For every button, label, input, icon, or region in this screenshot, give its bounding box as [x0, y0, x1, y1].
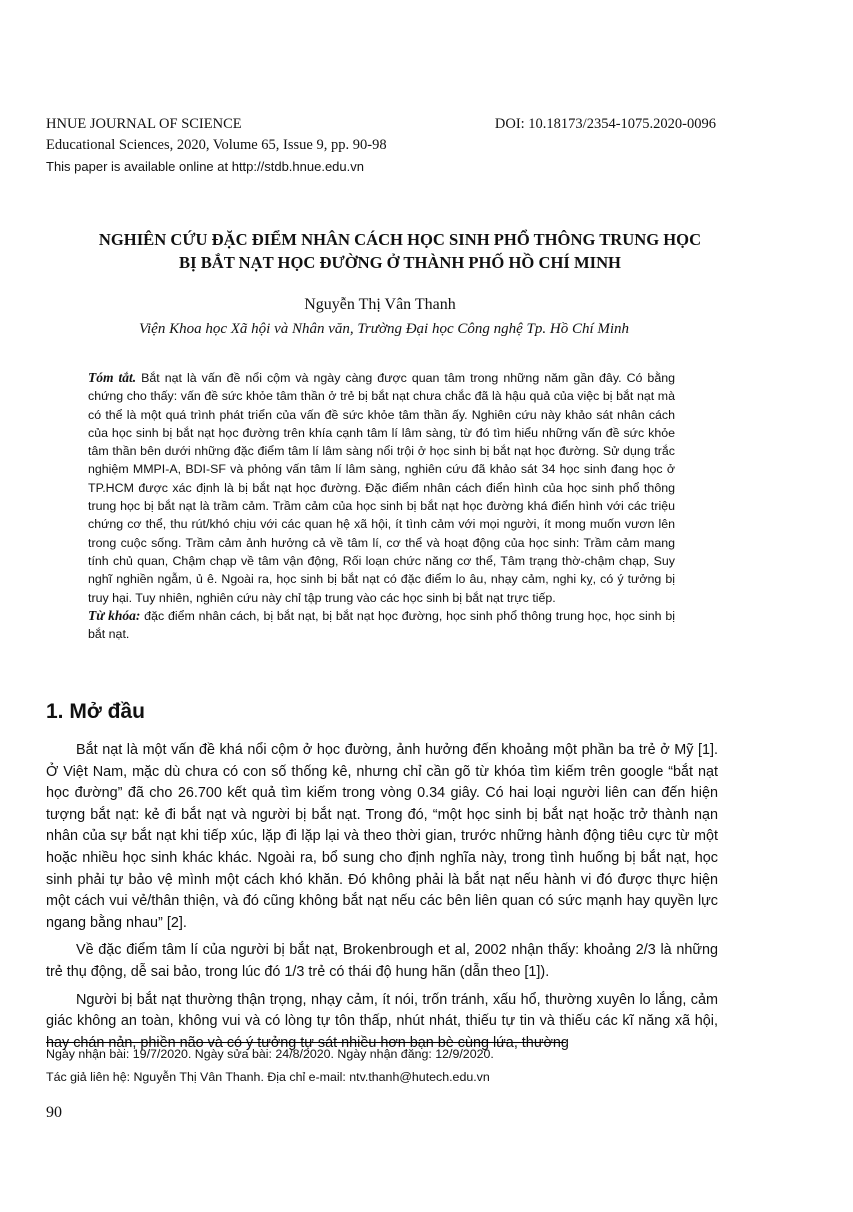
keywords-text: đặc điểm nhân cách, bị bắt nạt, bị bắt nạt học đường, học sinh phổ thông trung học, học sinh bị bắt nạt. — [88, 608, 675, 642]
abstract-paragraph — [88, 369, 675, 607]
doi: DOI: 10.18173/2354-1075.2020-0096 — [494, 116, 716, 132]
footnote-contact: Tác giả liên hệ: Nguyễn Thị Vân Thanh. Địa chỉ e-mail: ntv.thanh@hutech.edu.vn — [46, 1070, 490, 1084]
footnote-dates: Ngày nhận bài: 19/7/2020. Ngày sửa bài: 24/8/2020. Ngày nhận đăng: 12/9/2020. — [46, 1047, 494, 1061]
footnote-divider — [46, 1042, 566, 1043]
body-paragraph: Bắt nạt là một vấn đề khá nổi cộm ở học đường, ảnh hưởng đến khoảng một phần ba trẻ ở Mỹ [1]. Ở Việt Nam, mặc dù chưa có con số thống kê, nhưng chỉ cần gõ từ khóa tìm kiếm trên google “bắt nạt học đường” đã cho 26.700 kết quả tìm kiếm trong vòng 0.34 giây. Có hai loại người liên can đến hiện tượng bắt nạt: kẻ đi bắt nạt và người bị bắt nạt. Trong đó, “một học sinh bị bắt nạt hoặc trở thành nạn nhân của sự bắt nạt khi tiếp xúc, lặp đi lặp lại và theo thời gian, trước những hành động tiêu cực từ một hoặc nhiều học sinh khác khác. Ngoài ra, bổ sung cho định nghĩa này, trong tình huống bị bắt nạt, học sinh phải tự bảo vệ mình một cách khó khăn. Đó không phải là bắt nạt nếu hành vi đó được thực hiện một cách vui vẻ/thân thiện, và đó cũng không bắt nạt nếu các bên liên quan có sức mạnh hay quyền lực ngang bằng nhau” [2]. — [46, 742, 718, 931]
page-number: 90 — [46, 1104, 62, 1121]
abstract-text: Bắt nạt là vấn đề nổi cộm và ngày càng được quan tâm trong những năm gần đây. Có bằng chứng cho thấy: vấn đề sức khỏe tâm thần ở trẻ bị bắt nạt chưa chắc đã là hậu quả của việc bị bắt nạt mà có thể là một quá trình phát triển của vấn đề sức khỏe tâm thần ấy. Nghiên cứu này khảo sát nhân cách của học sinh bị bắt nạt học đường trên khía cạnh tâm lí lâm sàng, từ đó tìm hiểu những vấn đề sức khỏe tâm thần bên dưới những đặc điểm tâm lí lâm sàng nổi trội ở học sinh bị bắt nạt học đường. Sử dụng trắc nghiệm MMPI-A, BDI-SF và phỏng vấn tâm lí lâm sàng, nghiên cứu đã khảo sát 34 học sinh đang học ở TP.HCM được xác định là bị bắt nạt học đường. Đặc điểm nhân cách điển hình của học sinh phổ thông trung học bị bắt nạt là trầm cảm. Trầm cảm của học sinh bị bắt nạt học đường khá điển hình với các triệu chứng cơ thể, thu rút/khó chịu với các quan hệ xã hội, ít tình cảm với mọi người, ít mong muốn vươn lên trong cuộc sống. Trầm cảm ảnh hưởng cả về tâm lí, cơ thể và hoạt động của học sinh: Trầm cảm mang tính chủ quan, Chậm chạp về tâm vận động, Rối loạn chức năng cơ thể, Tâm trạng thờ-chậm chạp, Suy nghĩ nghiền ngẫm, ủ ê. Ngoài ra, học sinh bị bắt nạt có đặc điểm lo âu, nhạy cảm, nghi kỵ, có ý tưởng bị truy hại. Tuy nhiên, nghiên cứu này chỉ tập trung vào các học sinh bị bắt nạt trực tiếp. — [88, 371, 675, 605]
author-name: Nguyễn Thị Vân Thanh — [304, 296, 456, 313]
section-heading: 1. Mở đầu — [46, 700, 145, 723]
abstract-label: Tóm tắt. — [88, 370, 137, 385]
keywords-paragraph — [88, 607, 675, 644]
body-paragraph: Người bị bắt nạt thường thận trọng, nhạy cảm, ít nói, trốn tránh, xấu hổ, thường xuyên lo lắng, cảm giác không an toàn, không vui và có lòng tự tôn thấp, nhút nhát, thiếu tự tin và thiếu các kĩ năng xã hội, hay chán nản, phiền não và có ý tưởng tự sát nhiều hơn bạn bè cùng lứa, thường — [46, 991, 718, 1051]
section-body — [46, 740, 718, 1060]
paper-title-line-1: NGHIÊN CỨU ĐẶC ĐIỂM NHÂN CÁCH HỌC SINH PHỔ THÔNG TRUNG HỌC — [98, 230, 702, 249]
journal-name: HNUE JOURNAL OF SCIENCE — [46, 116, 242, 132]
abstract — [88, 369, 675, 643]
availability-note: This paper is available online at http://stdb.hnue.edu.vn — [46, 159, 364, 174]
paper-title-line-2: BỊ BẮT NẠT HỌC ĐƯỜNG Ở THÀNH PHỐ HỒ CHÍ MINH — [179, 253, 621, 272]
author-affiliation: Viện Khoa học Xã hội và Nhân văn, Trường Đại học Công nghệ Tp. Hồ Chí Minh — [138, 321, 630, 337]
body-paragraph: Về đặc điểm tâm lí của người bị bắt nạt, Brokenbrough et al, 2002 nhận thấy: khoảng 2/3 là những trẻ thụ động, dễ sai bảo, trong lúc đó 1/3 trẻ có thái độ hung hãn (dẫn theo [1]). — [46, 942, 718, 980]
keywords-label: Từ khóa: — [88, 607, 141, 623]
issue-info: Educational Sciences, 2020, Volume 65, Issue 9, pp. 90-98 — [46, 137, 387, 153]
